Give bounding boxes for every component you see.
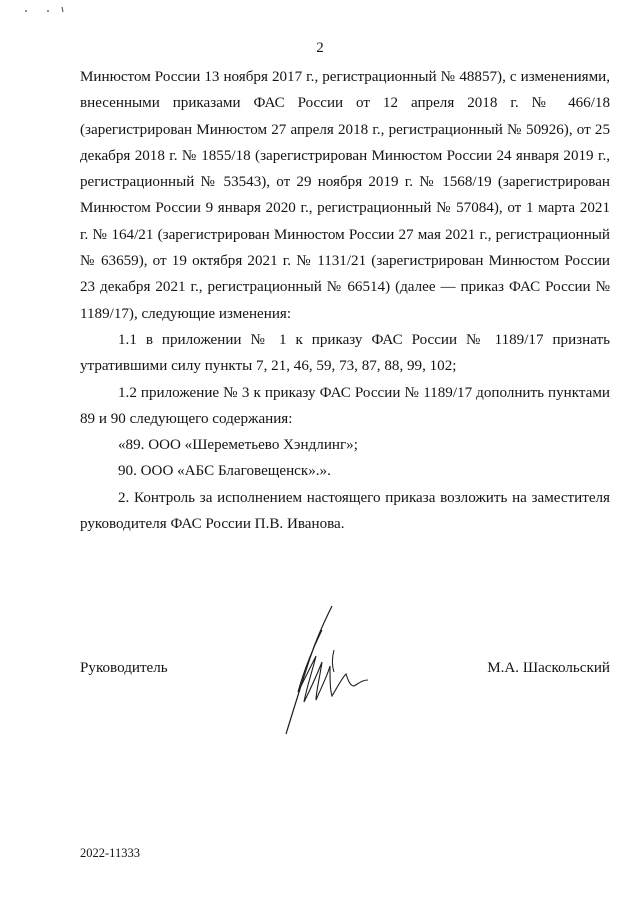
paragraph-1-1: 1.1 в приложении № 1 к приказу ФАС России № 1189/17 признать утратившими силу пункты 7, 21, 46, 59, 73, 87, 88, 99, 102; xyxy=(80,331,610,375)
paragraph-item-90: 90. ООО «АБС Благовещенск».». xyxy=(118,463,331,480)
signatory-name: М.А. Шаскольский xyxy=(487,660,610,676)
scan-dot xyxy=(25,10,27,12)
paragraph-2: 2. Контроль за исполнением настоящего приказа возложить на заместителя руководителя ФАС России П.В. Иванова. xyxy=(80,489,610,533)
scan-dot xyxy=(47,10,49,12)
signatory-position: Руководитель xyxy=(80,660,168,676)
paragraph-1-2: 1.2 приложение № 3 к приказу ФАС России № 1189/17 дополнить пунктами 89 и 90 следующего содержания: xyxy=(80,384,610,427)
document-body xyxy=(80,64,610,537)
scan-mark xyxy=(62,7,63,12)
signature-block xyxy=(80,660,610,682)
scan-corner-marks xyxy=(8,4,88,16)
paragraph-amendments-intro: Минюстом России 13 ноября 2017 г., регистрационный № 48857), с изменениями, внесенными приказами ФАС России от 12 апреля 2018 г. № 466/18 (зарегистрирован Минюстом 27 апреля 2018 г., регистрационный № 50926), от 25 декабря 2018 г. № 1855/18 (зарегистрирован Минюстом России 24 января 2019 г., регистрационный № 53543), от 29 ноября 2019 г. № 1568/19 (зарегистрирован Минюстом России 9 января 2020 г., регистрационный № 57084), от 1 марта 2021 г. № 164/21 (зарегистрирован Минюстом России 27 мая 2021 г., регистрационный № 63659), от 19 октября 2021 г. № 1131/21 (зарегистрирован Минюстом России 23 декабря 2021 г., регистрационный № 66514) (далее — приказ ФАС России № 1189/17), следующие изменения: xyxy=(80,69,610,322)
page-number: 2 xyxy=(316,40,324,56)
document-registration-number: 2022-11333 xyxy=(80,846,140,860)
paragraph-item-89: «89. ООО «Шереметьево Хэндлинг»; xyxy=(118,437,358,454)
